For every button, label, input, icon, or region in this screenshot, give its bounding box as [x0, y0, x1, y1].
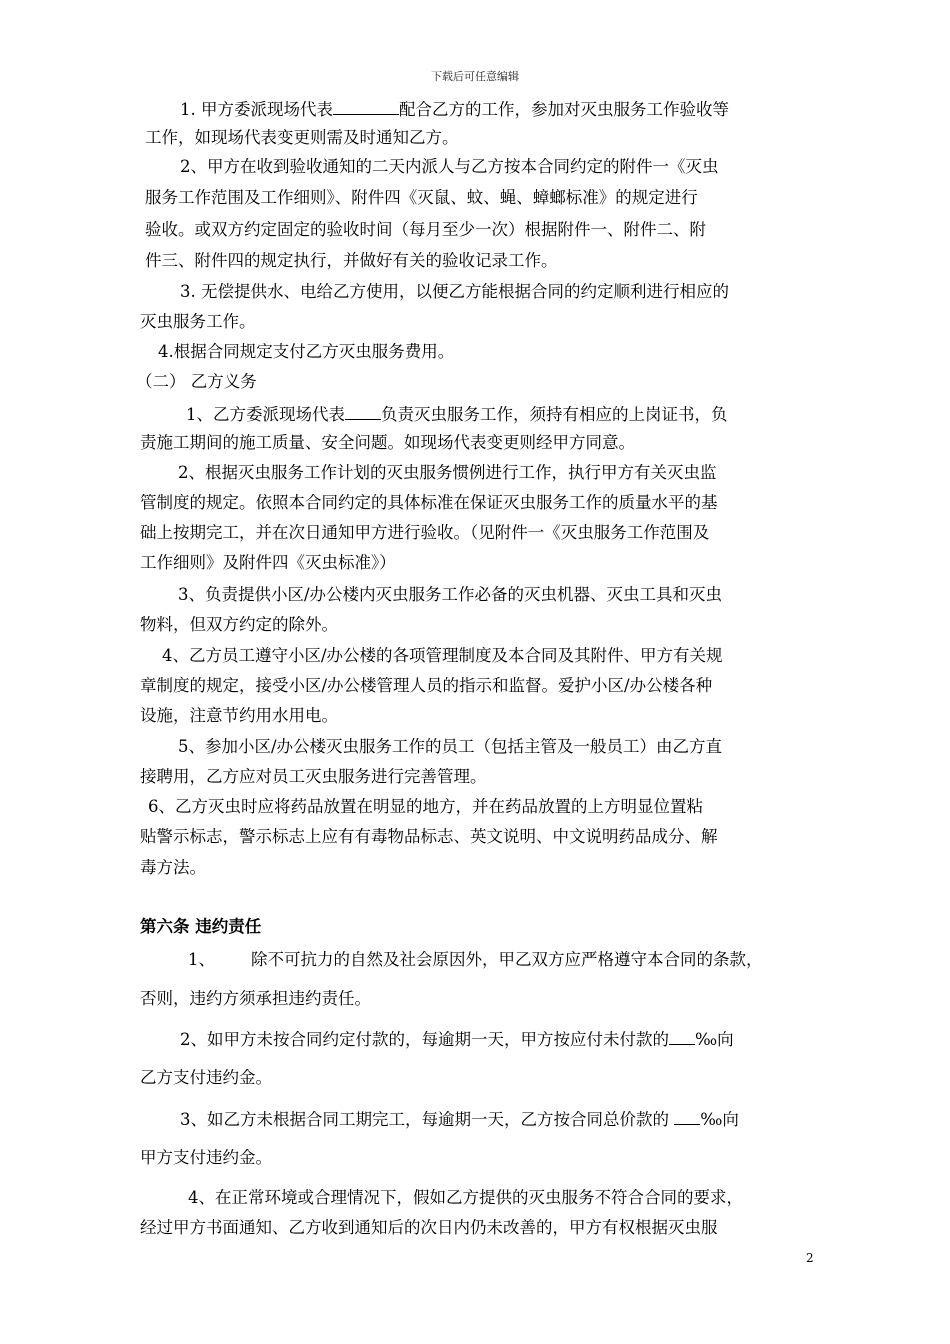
clause-b1-line: 1、乙方委派现场代表 负责灭虫服务工作，须持有相应的上岗证书，负 — [186, 405, 728, 424]
clause-c3-line: 3、如乙方未根据合同工期完工，每逾期一天，乙方按合同总价款的 ‰向 — [180, 1110, 739, 1129]
text-line: 灭虫服务工作。 — [140, 312, 256, 331]
text-line: 乙方支付违约金。 — [140, 1068, 272, 1087]
text-line: 工作，如现场代表变更则需及时通知乙方。 — [145, 128, 459, 147]
blank-field — [669, 1028, 695, 1045]
text-line: 章制度的规定，接受小区/办公楼管理人员的指示和监督。爱护小区/办公楼各种 — [140, 676, 713, 695]
text-line: 否则，违约方须承担违约责任。 — [140, 989, 371, 1008]
clause-a1-line: 1. 甲方委派现场代表 配合乙方的工作，参加对灭虫服务工作验收等 — [180, 100, 729, 119]
text-line: 贴警示标志，警示标志上应有有毒物品标志、英文说明、中文说明药品成分、解 — [140, 827, 718, 846]
text-line: 责施工期间的施工质量、安全问题。如现场代表变更则经甲方同意。 — [140, 433, 635, 452]
text-line: 经过甲方书面通知、乙方收到通知后的次日内仍未改善的，甲方有权根据灭虫服 — [140, 1218, 718, 1237]
text-line: 3. 无偿提供水、电给乙方使用，以便乙方能根据合同的约定顺利进行相应的 — [180, 282, 729, 301]
text-line: 设施，注意节约用水用电。 — [140, 706, 338, 725]
text-line: 工作细则》及附件四《灭虫标准》） — [140, 553, 396, 572]
text-line: 件三、附件四的规定执行，并做好有关的验收记录工作。 — [145, 251, 558, 270]
text-line: 6、乙方灭虫时应将药品放置在明显的地方，并在药品放置的上方明显位置粘 — [148, 797, 703, 816]
text-line: 础上按期完工，并在次日通知甲方进行验收。（见附件一《灭虫服务工作范围及 — [140, 523, 710, 542]
text-line: 物料，但双方约定的除外。 — [140, 615, 338, 634]
text-line: 4、乙方员工遵守小区/办公楼的各项管理制度及本合同及其附件、甲方有关规 — [162, 646, 723, 665]
page-header: 下载后可任意编辑 — [431, 70, 519, 83]
text-line: 甲方支付违约金。 — [140, 1148, 272, 1167]
text-line: 4、在正常环境或合理情况下，假如乙方提供的灭虫服务不符合合同的要求， — [188, 1188, 743, 1207]
text-line: 接聘用，乙方应对员工灭虫服务进行完善管理。 — [140, 767, 487, 786]
text-line: 4.根据合同规定支付乙方灭虫服务费用。 — [158, 342, 455, 361]
text-line: 服务工作范围及工作细则》、附件四《灭鼠、蚊、蝇、蟑螂标准》的规定进行 — [145, 188, 698, 207]
text-line: 5、参加小区/办公楼灭虫服务工作的员工（包括主管及一般员工）由乙方直 — [178, 737, 723, 756]
text-line: 验收。或双方约定固定的验收时间（每月至少一次）根据附件一、附件二、附 — [145, 220, 706, 239]
text-line: 管制度的规定。依照本合同约定的具体标准在保证灭虫服务工作的质量水平的基 — [140, 493, 718, 512]
blank-field — [345, 403, 381, 420]
clause-c1-line: 1、 除不可抗力的自然及社会原因外，甲乙双方应严格遵守本合同的条款， — [188, 950, 763, 969]
text-line: 3、负责提供小区/办公楼内灭虫服务工作必备的灭虫机器、灭虫工具和灭虫 — [178, 585, 723, 604]
section-heading: （二） 乙方义务 — [136, 372, 257, 391]
clause-c2-line: 2、如甲方未按合同约定付款的，每逾期一天，甲方按应付未付款的 ‰向 — [180, 1030, 734, 1049]
article-heading: 第六条 违约责任 — [140, 917, 262, 936]
blank-field — [674, 1108, 700, 1125]
page-number: 2 — [806, 1251, 814, 1265]
blank-field — [333, 98, 399, 115]
text-line: 毒方法。 — [140, 858, 206, 877]
text-line: 2、根据灭虫服务工作计划的灭虫服务惯例进行工作，执行甲方有关灭虫监 — [178, 463, 717, 482]
text-line: 2、甲方在收到验收通知的二天内派人与乙方按本合同约定的附件一《灭虫 — [180, 157, 719, 176]
